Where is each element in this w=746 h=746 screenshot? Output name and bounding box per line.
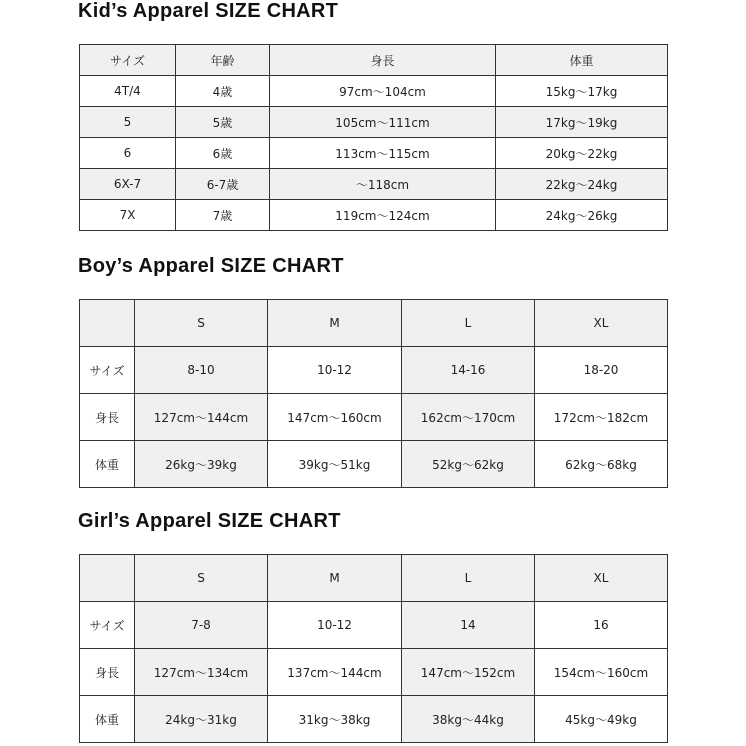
cell-value: 62kg〜68kg: [535, 441, 668, 488]
kid-size-table: [79, 44, 668, 231]
cell-value: 137cm〜144cm: [268, 649, 402, 696]
table-row: [80, 76, 668, 107]
table-row: [80, 602, 668, 649]
kid-chart-title: Kid’s Apparel SIZE CHART: [78, 0, 339, 22]
header-size-xl: XL: [535, 555, 668, 602]
cell-weight: 22kg〜24kg: [496, 169, 668, 200]
table-row: [80, 696, 668, 743]
cell-value: 8-10: [135, 347, 268, 394]
header-height: 身長: [270, 45, 496, 76]
cell-value: 10-12: [268, 347, 402, 394]
cell-height: 105cm〜111cm: [270, 107, 496, 138]
header-corner: [80, 300, 135, 347]
table-row: [80, 200, 668, 231]
table-row: [80, 138, 668, 169]
header-age: 年齢: [176, 45, 270, 76]
row-label: サイズ: [80, 602, 135, 649]
header-size: サイズ: [80, 45, 176, 76]
cell-weight: 20kg〜22kg: [496, 138, 668, 169]
cell-value: 14: [402, 602, 535, 649]
table-header-row: [80, 555, 668, 602]
header-size-s: S: [135, 555, 268, 602]
table-row: [80, 649, 668, 696]
table-row: [80, 441, 668, 488]
cell-value: 18-20: [535, 347, 668, 394]
boy-chart-title: Boy’s Apparel SIZE CHART: [78, 255, 344, 277]
cell-weight: 15kg〜17kg: [496, 76, 668, 107]
row-label: 体重: [80, 441, 135, 488]
header-size-s: S: [135, 300, 268, 347]
cell-value: 31kg〜38kg: [268, 696, 402, 743]
cell-value: 10-12: [268, 602, 402, 649]
table-row: [80, 347, 668, 394]
header-size-m: M: [268, 300, 402, 347]
cell-size: 4T/4: [80, 76, 176, 107]
header-size-xl: XL: [535, 300, 668, 347]
row-label: 身長: [80, 394, 135, 441]
table-row: [80, 107, 668, 138]
girl-chart-title: Girl’s Apparel SIZE CHART: [78, 510, 341, 532]
row-label: 身長: [80, 649, 135, 696]
table-row: [80, 394, 668, 441]
table-header-row: [80, 300, 668, 347]
cell-height: 113cm〜115cm: [270, 138, 496, 169]
cell-value: 147cm〜152cm: [402, 649, 535, 696]
cell-height: 〜118cm: [270, 169, 496, 200]
cell-value: 24kg〜31kg: [135, 696, 268, 743]
cell-age: 4歳: [176, 76, 270, 107]
cell-size: 5: [80, 107, 176, 138]
cell-value: 154cm〜160cm: [535, 649, 668, 696]
header-size-l: L: [402, 300, 535, 347]
cell-size: 7X: [80, 200, 176, 231]
table-header-row: [80, 45, 668, 76]
cell-weight: 17kg〜19kg: [496, 107, 668, 138]
cell-value: 45kg〜49kg: [535, 696, 668, 743]
boy-size-table: [79, 299, 668, 488]
table-row: [80, 169, 668, 200]
row-label: 体重: [80, 696, 135, 743]
cell-value: 14-16: [402, 347, 535, 394]
cell-value: 127cm〜144cm: [135, 394, 268, 441]
cell-value: 16: [535, 602, 668, 649]
cell-value: 38kg〜44kg: [402, 696, 535, 743]
cell-size: 6X-7: [80, 169, 176, 200]
cell-weight: 24kg〜26kg: [496, 200, 668, 231]
cell-value: 52kg〜62kg: [402, 441, 535, 488]
cell-value: 26kg〜39kg: [135, 441, 268, 488]
row-label: サイズ: [80, 347, 135, 394]
cell-age: 6-7歳: [176, 169, 270, 200]
cell-value: 39kg〜51kg: [268, 441, 402, 488]
cell-age: 6歳: [176, 138, 270, 169]
cell-value: 172cm〜182cm: [535, 394, 668, 441]
cell-size: 6: [80, 138, 176, 169]
header-size-m: M: [268, 555, 402, 602]
cell-value: 127cm〜134cm: [135, 649, 268, 696]
girl-size-table: [79, 554, 668, 743]
cell-height: 97cm〜104cm: [270, 76, 496, 107]
cell-value: 147cm〜160cm: [268, 394, 402, 441]
cell-value: 7-8: [135, 602, 268, 649]
cell-age: 5歳: [176, 107, 270, 138]
header-weight: 体重: [496, 45, 668, 76]
header-size-l: L: [402, 555, 535, 602]
header-corner: [80, 555, 135, 602]
cell-value: 162cm〜170cm: [402, 394, 535, 441]
cell-age: 7歳: [176, 200, 270, 231]
cell-height: 119cm〜124cm: [270, 200, 496, 231]
